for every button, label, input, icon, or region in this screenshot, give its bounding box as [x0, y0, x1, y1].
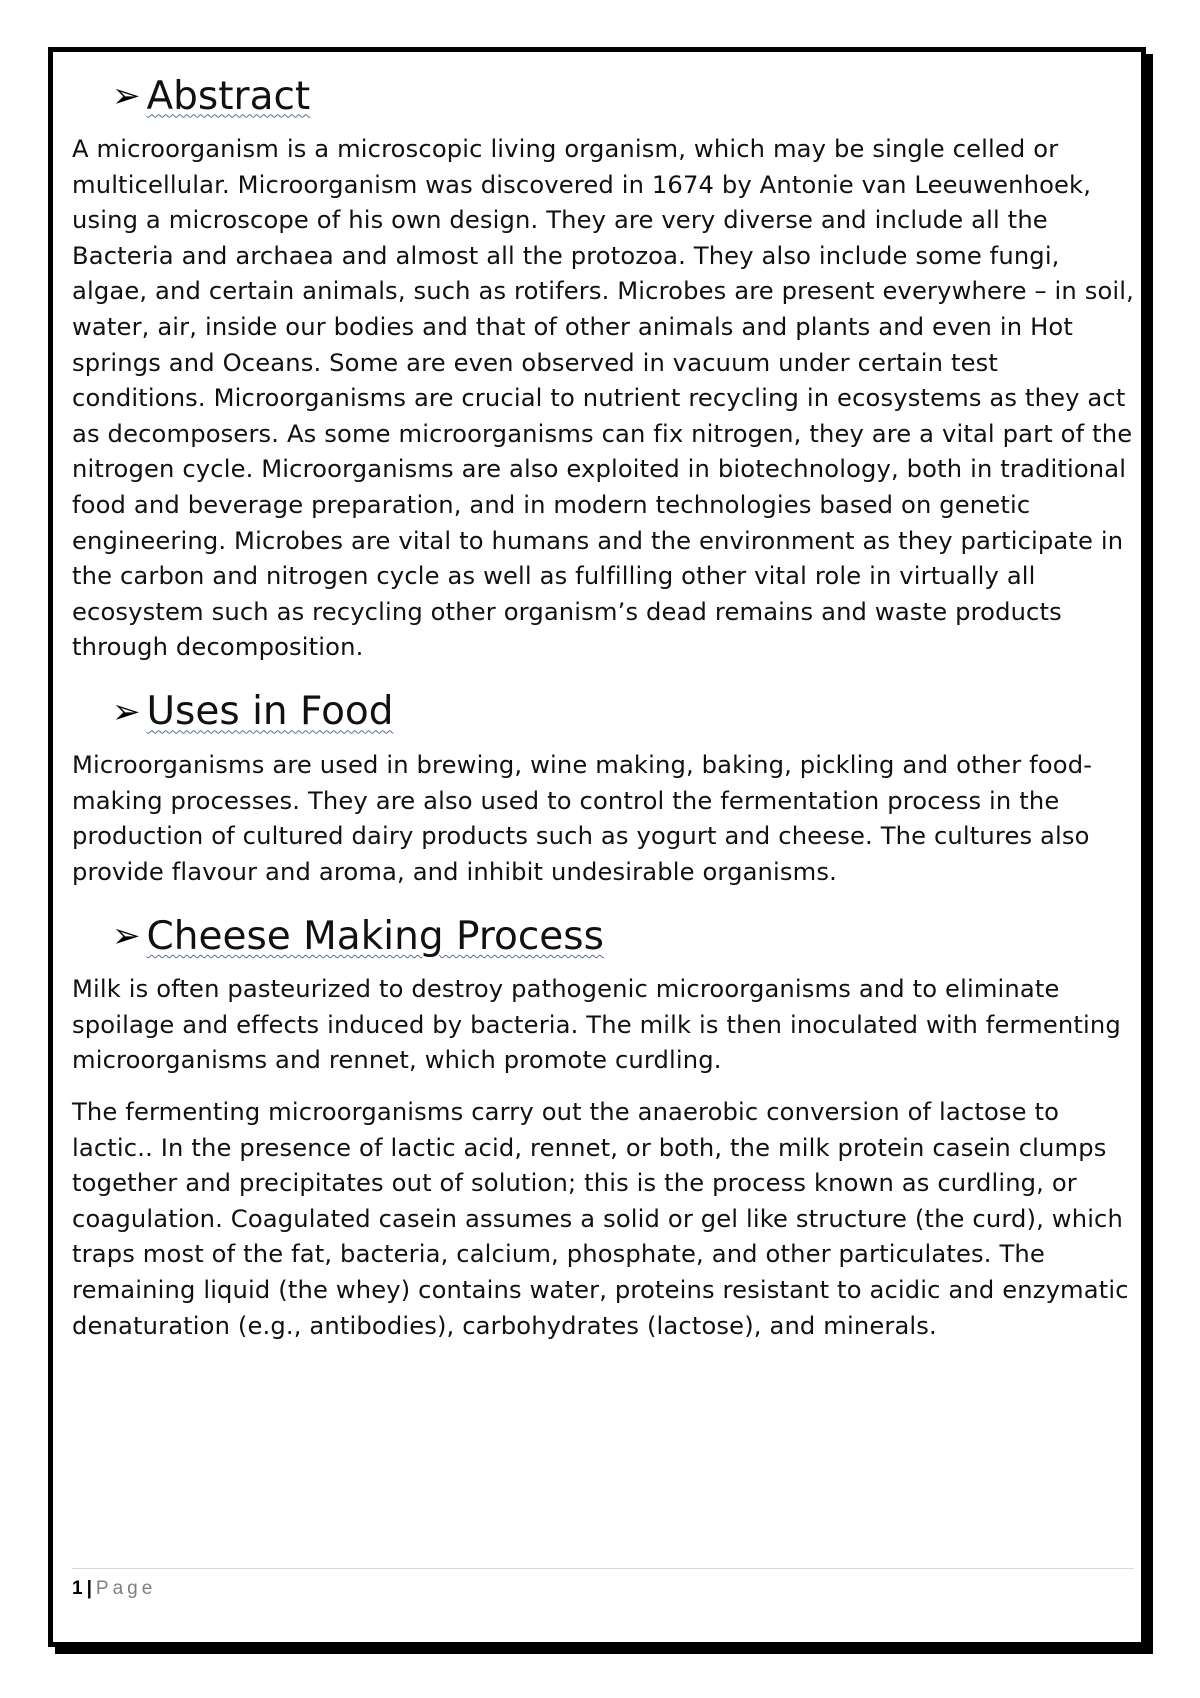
- paragraph: A microorganism is a microscopic living organism, which may be single celled or multicellular. Microorganism was discovered in 1674 by Antonie van Leeuwenhoek, using a microscope of his own design. They are very diverse and include all the Bacteria and archaea and almost all the protozoa. They also include some fungi, algae, and certain animals, such as rotifers. Microbes are present everywhere – in soil, water, air, inside our bodies and that of other animals and plants and even in Hot springs and Oceans. Some are even observed in vacuum under certain test conditions. Microorganisms are crucial to nutrient recycling in ecosystems as they act as decomposers. As some microorganisms can fix nitrogen, they are a vital part of the nitrogen cycle. Microorganisms are also exploited in biotechnology, both in traditional food and beverage preparation, and in modern technologies based on genetic engineering. Microbes are vital to humans and the environment as they participate in the carbon and nitrogen cycle as well as fulfilling other vital role in virtually all ecosystem such as recycling other organism’s dead remains and waste products through decomposition.: [72, 135, 1135, 662]
- paragraph: Milk is often pasteurized to destroy pathogenic microorganisms and to eliminate spoilage and effects induced by bacteria. The milk is then inoculated with fermenting microorganisms and rennet, which promote curdling.: [72, 975, 1121, 1075]
- footer-divider: [72, 1568, 1134, 1569]
- arrow-bullet-icon: ➢: [112, 691, 141, 732]
- section-heading-cheese-making-process: [112, 910, 1134, 962]
- paragraph: The fermenting microorganisms carry out the anaerobic conversion of lactose to lactic.. In the presence of lactic acid, rennet, or both, the milk protein casein clumps together and precipitates out of solution; this is the process known as curdling, or coagulation. Coagulated casein assumes a solid or gel like structure (the curd), which traps most of the fat, bacteria, calcium, phosphate, and other particulates. The remaining liquid (the whey) contains water, proteins resistant to acidic and enzymatic denaturation (e.g., antibodies), carbohydrates (lactose), and minerals.: [72, 1098, 1129, 1340]
- heading-text: Uses in Food: [146, 689, 394, 735]
- heading-text: Abstract: [146, 73, 311, 119]
- section-heading-abstract: [112, 70, 1134, 122]
- document-body: [72, 70, 1134, 1344]
- section-heading-uses-in-food: [112, 686, 1134, 738]
- heading-text: Cheese Making Process: [146, 913, 604, 959]
- page-number: 1: [72, 1578, 83, 1599]
- page-label: Page: [95, 1578, 157, 1599]
- arrow-bullet-icon: ➢: [112, 916, 141, 957]
- footer-separator: |: [86, 1578, 92, 1599]
- page-footer: [72, 1578, 156, 1600]
- arrow-bullet-icon: ➢: [112, 76, 141, 116]
- paragraph: Microorganisms are used in brewing, wine making, baking, pickling and other food-making processes. They are also used to control the fermentation process in the production of cultured dairy products such as yogurt and cheese. The cultures also provide flavour and aroma, and inhibit undesirable organisms.: [72, 750, 1093, 886]
